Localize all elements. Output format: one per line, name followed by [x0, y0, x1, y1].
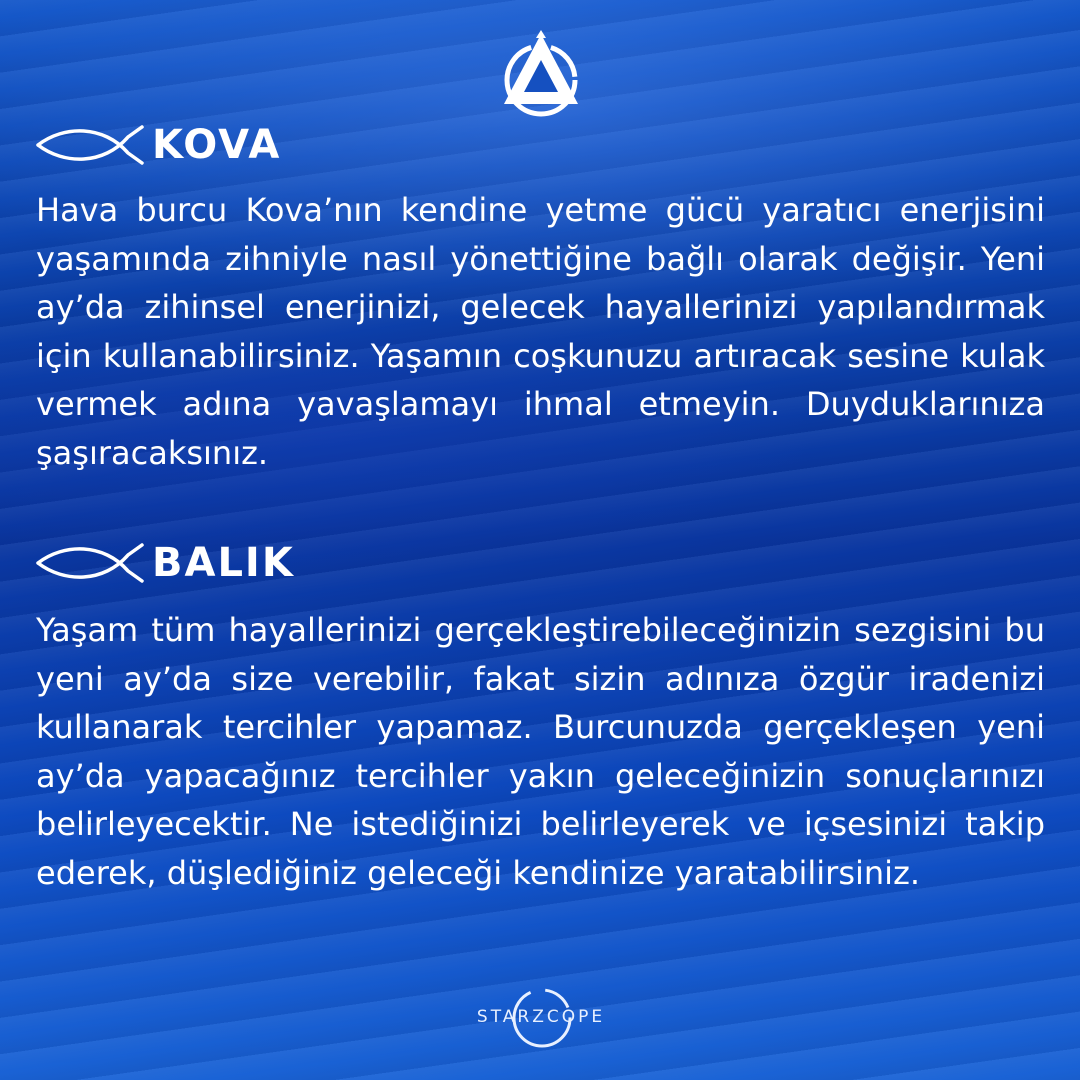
section-heading-kova — [34, 122, 281, 168]
fish-icon — [34, 123, 146, 167]
section-body-text: Yaşam tüm hayallerinizi gerçekleştirebileceğinizin sezgisini bu yeni ay’da size verebilir, fakat sizin adınıza özgür iradenizi kullanarak tercihler yapamaz. Burcunuzda gerçekleşen yeni ay’da yapacağınız tercihler yakın geleceğinizin sonuçlarınızı belirleyecektir. Ne istediğinizi belirleyerek ve içsesinizi takip ederek, düşlediğiniz geleceği kendinize yaratabilirsiniz. — [36, 611, 1045, 892]
section-title: KOVA — [152, 122, 282, 168]
brand-logo — [466, 982, 616, 1052]
section-heading-balik — [34, 540, 295, 586]
section-title: BALIK — [152, 540, 295, 586]
section-body-text: Hava burcu Kova’nın kendine yetme gücü yaratıcı enerjisini yaşamında zihniyle nasıl yönettiğine bağlı olarak değişir. Yeni ay’da zihinsel enerjinizi, gelecek hayallerinizi yapılandırmak için kullanabilirsiniz. Yaşamın coşkunuzu artıracak sesine kulak vermek adına yavaşlamayı ihmal etmeyin. Duyduklarınıza şaşıracaksınız. — [36, 191, 1045, 472]
fish-icon — [34, 541, 146, 585]
brand-name: STARZCOPE — [476, 1007, 606, 1027]
star-circle-logo-icon — [498, 30, 584, 120]
